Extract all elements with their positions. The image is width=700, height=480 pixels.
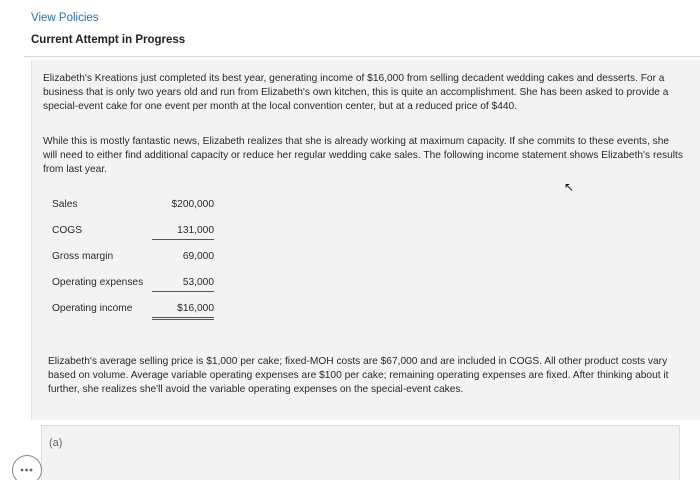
income-value: 69,000 [182, 251, 214, 262]
divider [24, 56, 700, 57]
income-row-gross-margin [52, 251, 232, 267]
income-row-cogs [52, 225, 232, 241]
income-value: 53,000 [152, 277, 214, 292]
help-bubble-dots-icon [13, 456, 40, 480]
income-row-sales [52, 199, 232, 215]
attempt-status: Current Attempt in Progress [31, 34, 186, 46]
view-policies-link[interactable]: View Policies [31, 12, 99, 24]
income-label: Operating expenses [52, 277, 144, 288]
income-label: COGS [52, 225, 83, 236]
problem-paragraph-3: Elizabeth's average selling price is $1,000 per cake; fixed-MOH costs are $67,000 and are included in COGS. All other product costs vary based on volume. Average variable operating expenses are $100 per cake; remaining operating expenses are fixed. After thinking about it further, she realizes she'll avoid the variable operating expenses on the special-event cakes. [48, 356, 669, 395]
problem-paragraph-2: While this is mostly fantastic news, Elizabeth realizes that she is already working at maximum capacity. If she commits to these events, she will need to either find additional capacity or reduce her regular wedding cake sales. The following income statement shows Elizabeth's results from last year. [43, 136, 683, 175]
income-value: 131,000 [152, 225, 214, 240]
help-bubble-icon[interactable] [12, 455, 42, 480]
answer-part-a[interactable] [41, 425, 680, 480]
income-value: $16,000 [152, 303, 214, 320]
income-value: $200,000 [171, 199, 214, 210]
income-row-operating-income [52, 303, 232, 319]
income-row-operating-expenses [52, 277, 232, 293]
income-label: Gross margin [52, 251, 114, 262]
cursor-arrow-icon: ↖ [564, 180, 575, 194]
income-label: Operating income [52, 303, 133, 314]
problem-paragraph-1: Elizabeth's Kreations just completed its best year, generating income of $16,000 from selling decadent wedding cakes and desserts. For a business that is only two years old and run from Elizabeth's own kitchen, this is quite an accomplishment. She has been asked to provide a special-event cake for one event per month at the local convention center, but at a reduced price of $440. [43, 73, 669, 112]
answer-part-label: (a) [49, 437, 63, 449]
income-label: Sales [52, 199, 78, 210]
